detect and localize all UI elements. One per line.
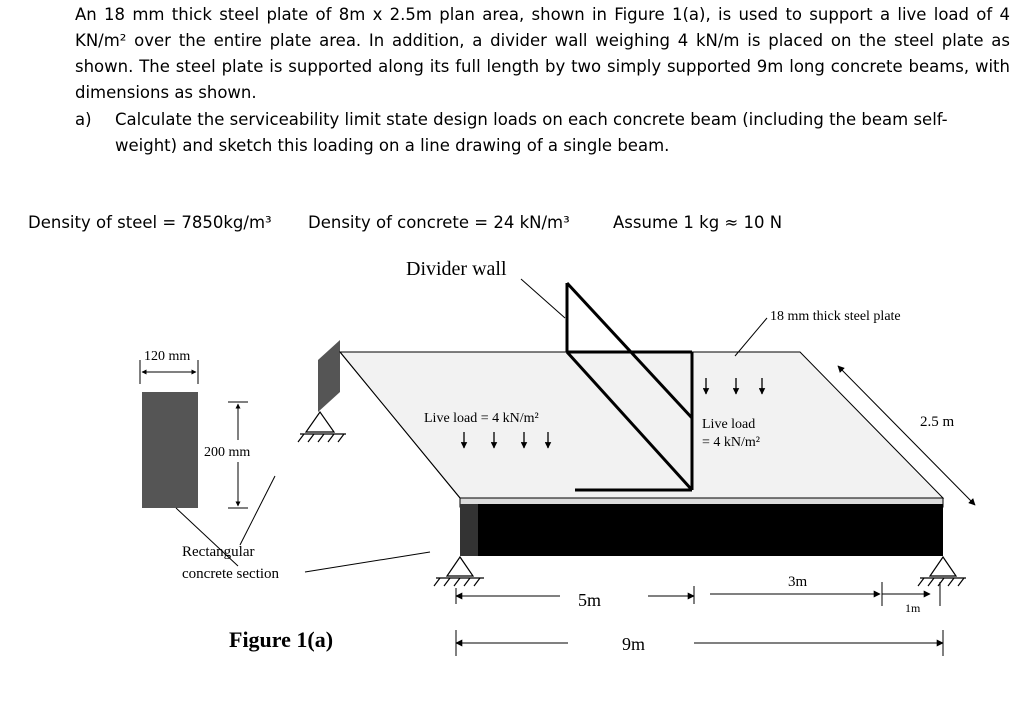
span-9m-label: 9m xyxy=(622,634,646,654)
figure-caption: Figure 1(a) xyxy=(229,627,334,652)
span-3m-label: 3m xyxy=(788,574,808,590)
live-load-left-label: Live load = 4 kN/m² xyxy=(424,411,539,426)
front-right-support xyxy=(918,557,966,586)
question-label: a) xyxy=(75,110,92,129)
front-left-support xyxy=(434,557,484,586)
span-dimensions xyxy=(456,582,943,656)
problem-paragraph: An 18 mm thick steel plate of 8m x 2.5m plan area, shown in Figure 1(a), is used to support a live load of 4 KN/m² over the entire plate area. In addition, a divider wall weighing 4 kN/m is placed on the steel plate as shown. The steel plate is supported along its full length by two simply supported 9m long concrete beams, with dimensions as shown. xyxy=(75,5,1010,102)
section-label-line2: concrete section xyxy=(182,566,280,582)
front-concrete-beam xyxy=(460,504,943,556)
back-left-support xyxy=(298,412,346,442)
span-5m-label: 5m xyxy=(578,590,602,610)
live-load-right-line2: = 4 kN/m² xyxy=(702,435,760,450)
steel-plate xyxy=(340,352,943,507)
plate-width-label: 2.5 m xyxy=(920,414,955,430)
live-load-right-line1: Live load xyxy=(702,417,756,432)
steel-density: Density of steel = 7850kg/m³ xyxy=(28,213,272,232)
concrete-density: Density of concrete = 24 kN/m³ xyxy=(308,213,570,232)
span-1m-label: 1m xyxy=(905,601,921,615)
section-label-line1: Rectangular xyxy=(182,544,255,560)
unit-assumption: Assume 1 kg ≈ 10 N xyxy=(613,213,783,232)
plate-label: 18 mm thick steel plate xyxy=(770,309,901,324)
section-width-label: 120 mm xyxy=(144,349,191,364)
section-depth-label: 200 mm xyxy=(204,445,251,460)
question-text: Calculate the serviceability limit state design loads on each concrete beam (including the beam self-weight) and sketch this loading on a line drawing of a single beam. xyxy=(115,110,948,155)
divider-wall-label: Divider wall xyxy=(406,258,507,280)
